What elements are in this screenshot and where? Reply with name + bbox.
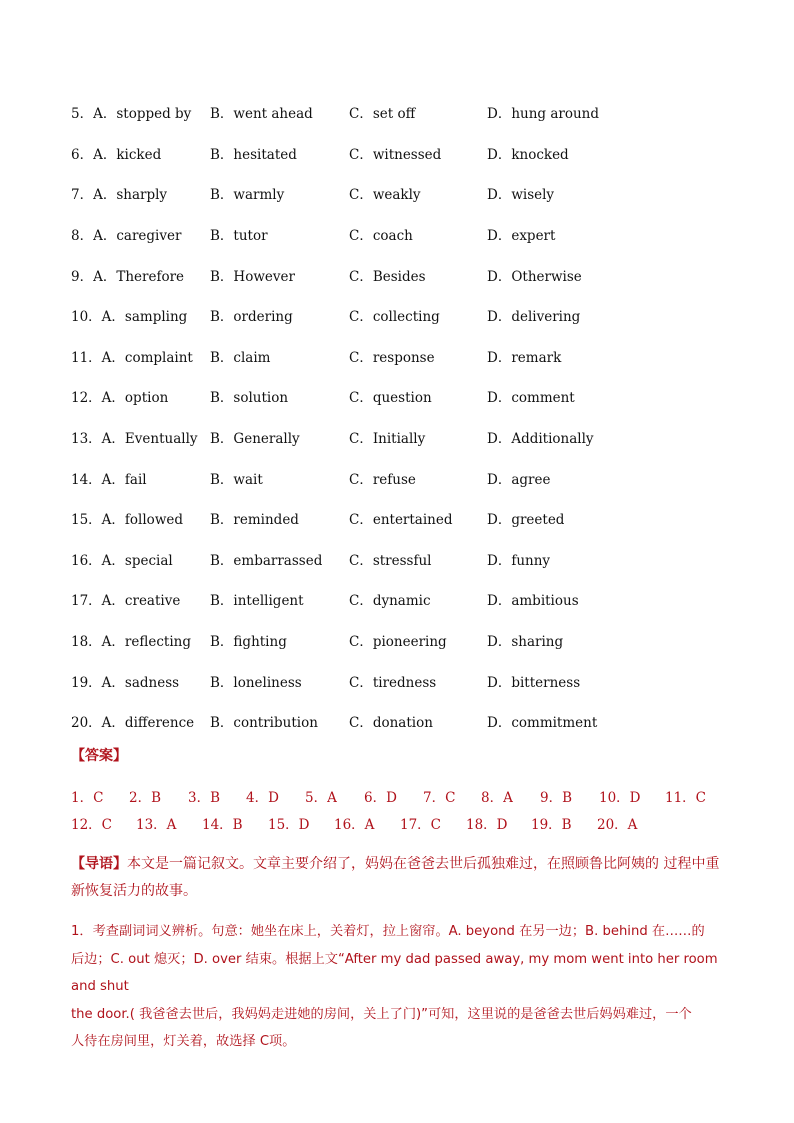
question-row (71, 620, 721, 661)
answer-item: 17．C (400, 817, 442, 833)
option-b: B．reminded (210, 512, 299, 529)
option-d: D．wisely (487, 187, 555, 204)
explanation-line: 后边；C. out 熄灭；D. over 结束。根据上文“After my dad passed away, my mom went into her room and shut (71, 951, 718, 994)
option-c: C．collecting (349, 309, 440, 326)
option-b: B．fighting (210, 634, 287, 651)
explanation-line: 1．考查副词词义辨析。句意：她坐在床上，关着灯，拉上窗帘。A. beyond 在另一边；B. behind 在……的 (71, 924, 705, 939)
option-d: D．Otherwise (487, 268, 582, 285)
option-d: D．bitterness (487, 674, 581, 691)
option-a: 18．A．reflecting (71, 634, 192, 651)
answer-item: 20．A (597, 817, 638, 833)
question-row (71, 295, 721, 336)
answer-item: 7．C (423, 790, 456, 806)
option-c: C．donation (349, 715, 433, 732)
option-a: 11．A．complaint (71, 349, 193, 366)
option-d: D．delivering (487, 309, 581, 326)
answer-item: 14．B (202, 817, 243, 833)
answer-item: 3．B (188, 790, 221, 806)
answer-item: 10．D (599, 790, 641, 806)
option-a: 7．A．sharply (71, 187, 168, 204)
option-a: 6．A．kicked (71, 146, 162, 163)
answer-item: 16．A (334, 817, 375, 833)
question-row (71, 701, 721, 742)
option-a: 16．A．special (71, 552, 173, 569)
answer-item: 1．C (71, 790, 104, 806)
option-b: B．intelligent (210, 593, 304, 610)
explanation-paragraph (71, 918, 723, 1056)
question-row (71, 579, 721, 620)
option-b: B．ordering (210, 309, 293, 326)
option-c: C．stressful (349, 552, 432, 569)
option-d: D．funny (487, 552, 551, 569)
option-c: C．coach (349, 228, 413, 245)
option-a: 8．A．caregiver (71, 228, 182, 245)
option-d: D．expert (487, 228, 556, 245)
option-a: 9．A．Therefore (71, 268, 185, 285)
answer-item: 12．C (71, 817, 113, 833)
option-b: B．Generally (210, 431, 300, 448)
answer-row (71, 786, 731, 813)
option-c: C．witnessed (349, 146, 442, 163)
answer-item: 6．D (364, 790, 397, 806)
option-d: D．greeted (487, 512, 565, 529)
question-row (71, 173, 721, 214)
answer-item: 8．A (481, 790, 513, 806)
option-d: D．agree (487, 471, 551, 488)
option-b: B．embarrassed (210, 552, 323, 569)
option-b: B．loneliness (210, 674, 302, 691)
option-d: D．ambitious (487, 593, 579, 610)
answer-key (71, 786, 731, 840)
option-c: C．dynamic (349, 593, 431, 610)
guide-text: 本文是一篇记叙文。文章主要介绍了，妈妈在爸爸去世后孤独难过，在照顾鲁比阿姨的 过程中重新恢复活力的故事。 (71, 856, 720, 899)
option-b: B．However (210, 268, 295, 285)
option-a: 19．A．sadness (71, 674, 180, 691)
option-a: 12．A．option (71, 390, 169, 407)
explanation-line: 人待在房间里，灯关着，故选择 C项。 (71, 1034, 296, 1049)
option-a: 17．A．creative (71, 593, 181, 610)
option-b: B．tutor (210, 228, 268, 245)
option-d: D．commitment (487, 715, 598, 732)
question-row (71, 254, 721, 295)
option-c: C．set off (349, 106, 416, 123)
option-d: D．comment (487, 390, 575, 407)
option-b: B．claim (210, 349, 271, 366)
answer-row (71, 813, 731, 840)
option-c: C．Besides (349, 268, 426, 285)
question-row (71, 660, 721, 701)
question-row (71, 133, 721, 174)
answer-item: 5．A (305, 790, 337, 806)
answer-item: 19．B (531, 817, 572, 833)
question-row (71, 498, 721, 539)
answer-item: 13．A (136, 817, 177, 833)
option-b: B．warmly (210, 187, 285, 204)
question-row (71, 336, 721, 377)
option-a: 20．A．difference (71, 715, 195, 732)
option-c: C．weakly (349, 187, 421, 204)
option-d: D．sharing (487, 634, 564, 651)
answer-item: 11．C (665, 790, 707, 806)
question-row (71, 457, 721, 498)
option-b: B．wait (210, 471, 263, 488)
question-row (71, 417, 721, 458)
question-row (71, 214, 721, 255)
option-c: C．refuse (349, 471, 416, 488)
guide-paragraph (71, 851, 721, 905)
option-d: D．knocked (487, 146, 569, 163)
question-row (71, 92, 721, 133)
option-a: 14．A．fail (71, 471, 147, 488)
option-d: D．hung around (487, 106, 600, 123)
answer-item: 18．D (466, 817, 508, 833)
option-c: C．response (349, 349, 435, 366)
guide-tag: 【导语】 (71, 856, 127, 872)
option-b: B．contribution (210, 715, 318, 732)
option-c: C．entertained (349, 512, 453, 529)
option-a: 5．A．stopped by (71, 106, 192, 123)
explanation-line: the door.( 我爸爸去世后，我妈妈走进她的房间，关上了门)”可知，这里说的是爸爸去世后妈妈难过，一个 (71, 1006, 692, 1022)
answer-heading: 【答案】 (71, 748, 127, 764)
option-b: B．solution (210, 390, 289, 407)
option-c: C．pioneering (349, 634, 447, 651)
option-b: B．went ahead (210, 106, 313, 123)
question-options-list (71, 92, 721, 742)
answer-item: 2．B (129, 790, 162, 806)
option-c: C．Initially (349, 431, 426, 448)
answer-item: 15．D (268, 817, 310, 833)
option-d: D．remark (487, 349, 562, 366)
option-a: 13．A．Eventually (71, 431, 198, 448)
option-c: C．question (349, 390, 432, 407)
answer-item: 4．D (246, 790, 279, 806)
answer-item: 9．B (540, 790, 573, 806)
option-c: C．tiredness (349, 674, 437, 691)
option-a: 10．A．sampling (71, 309, 188, 326)
option-b: B．hesitated (210, 146, 297, 163)
option-a: 15．A．followed (71, 512, 184, 529)
question-row (71, 376, 721, 417)
option-d: D．Additionally (487, 431, 594, 448)
question-row (71, 539, 721, 580)
